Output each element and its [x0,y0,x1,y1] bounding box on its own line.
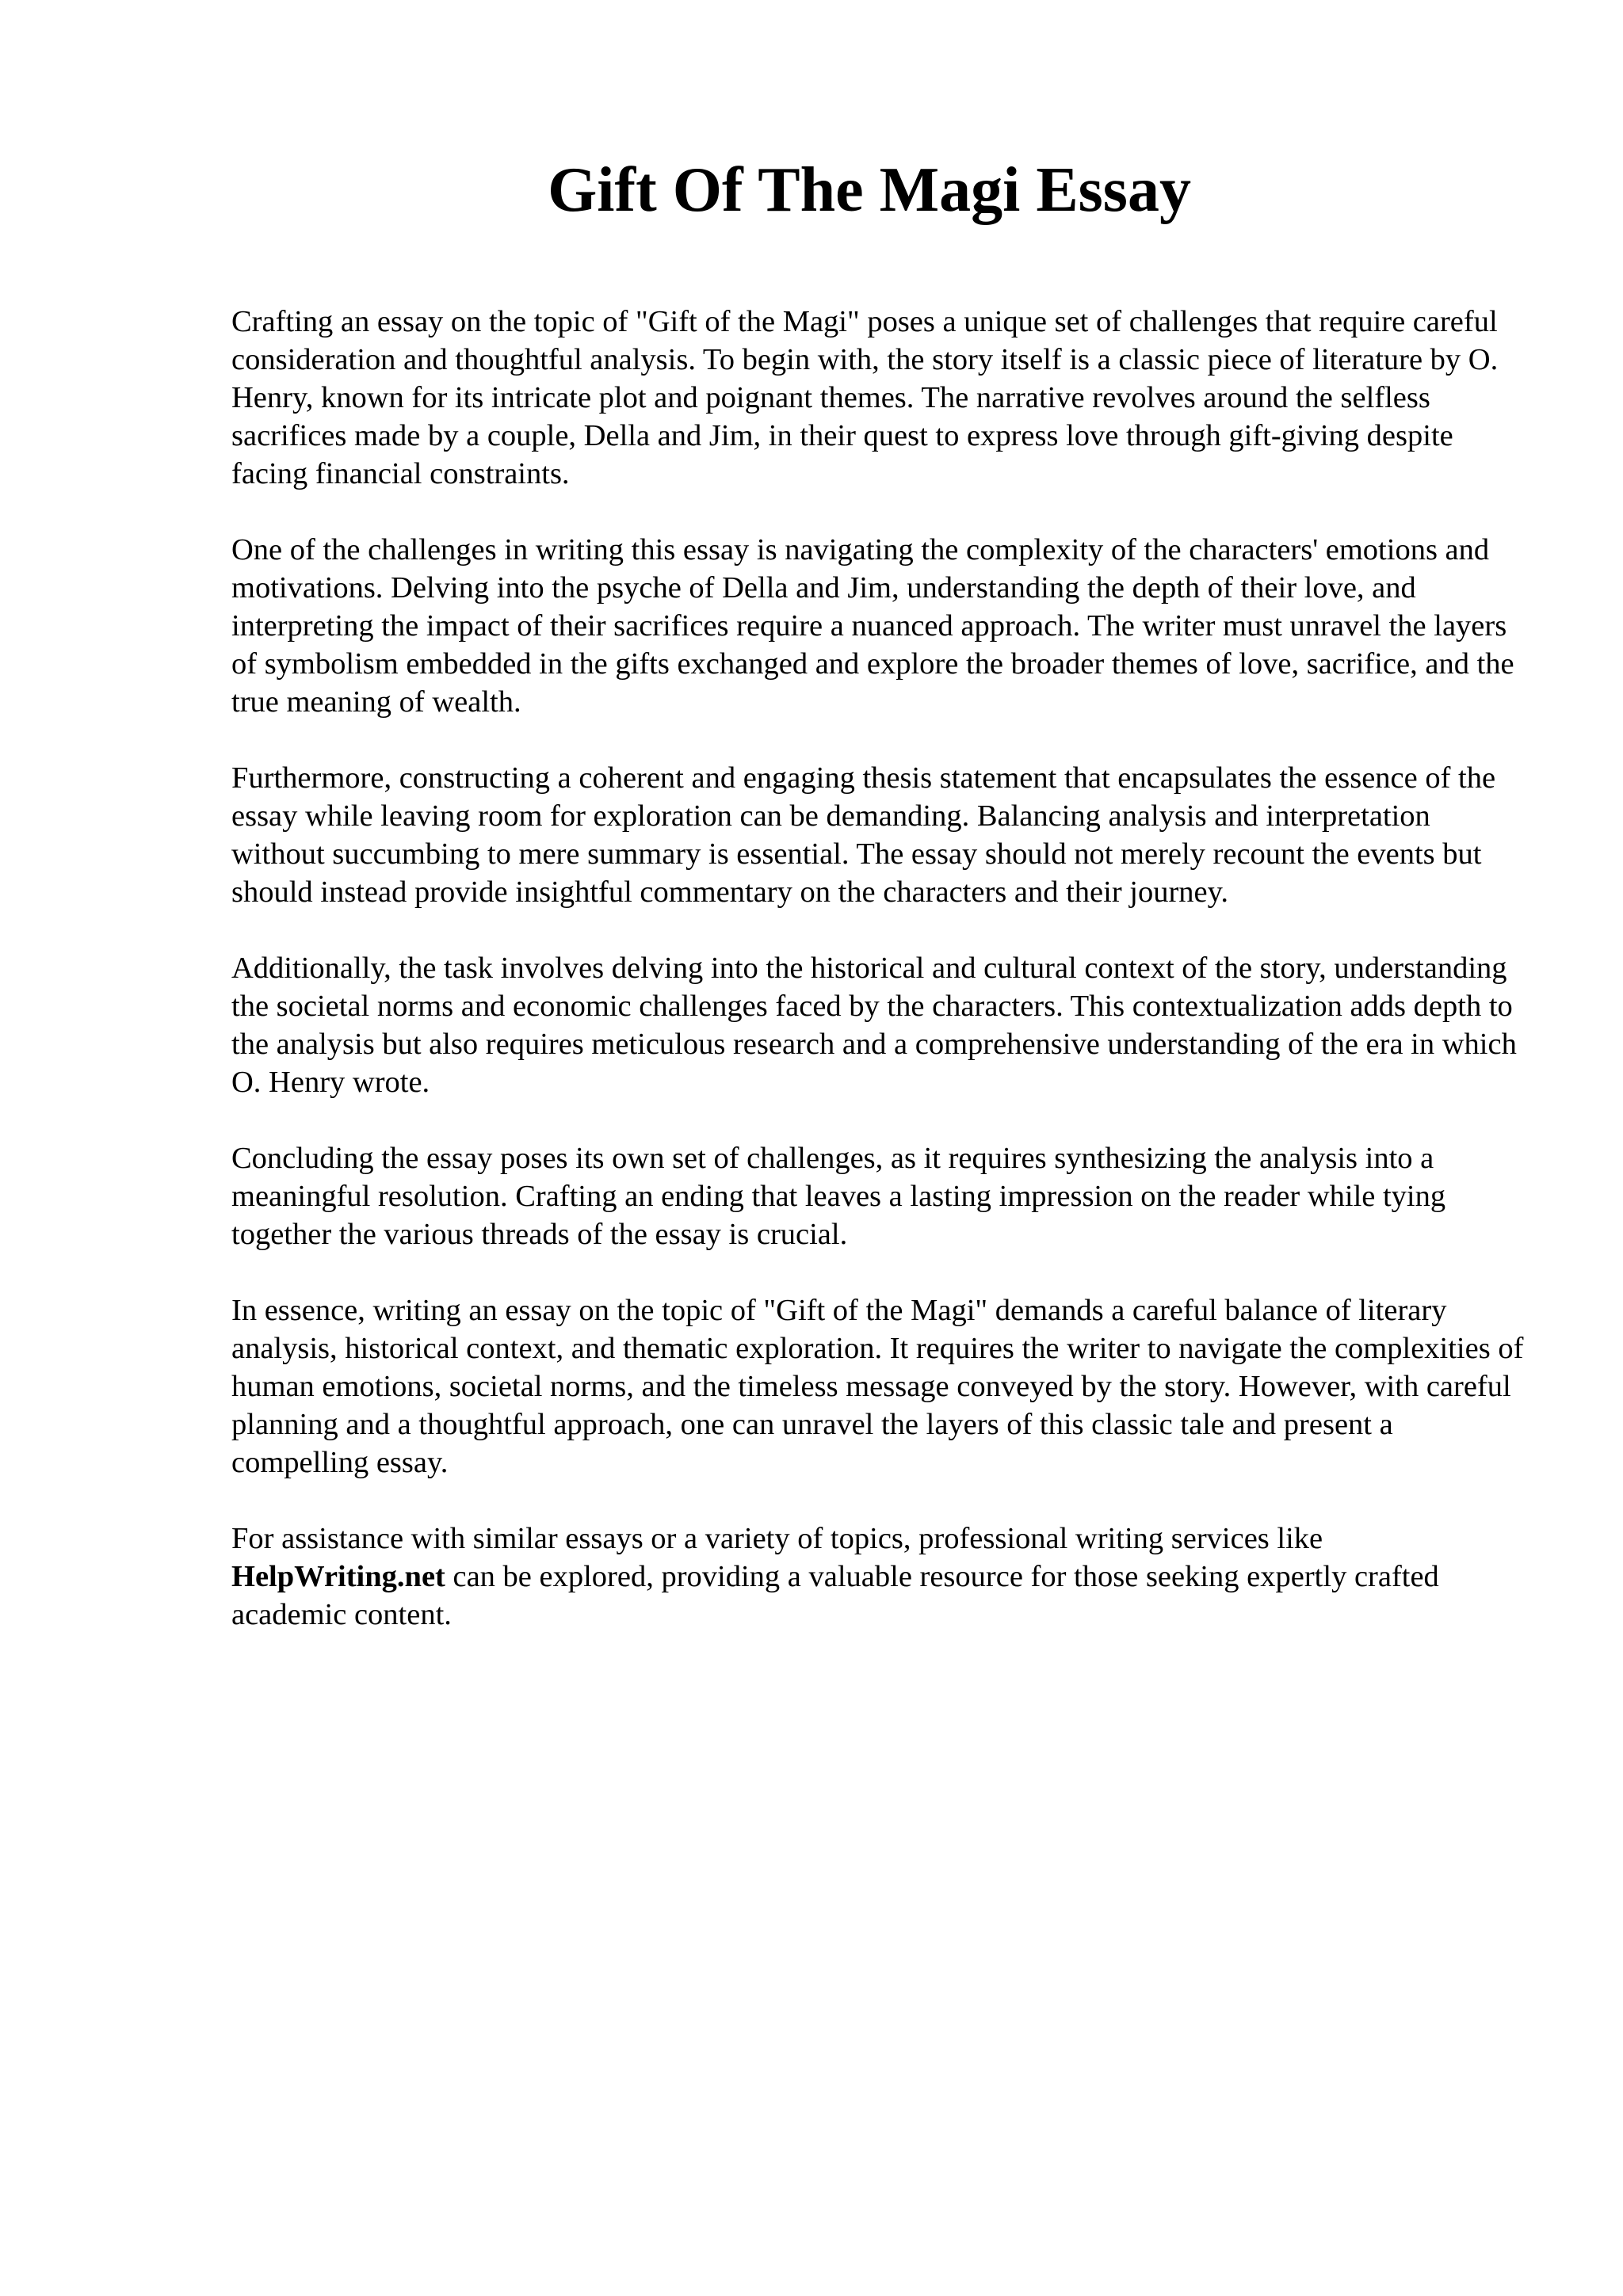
page-title: Gift Of The Magi Essay [548,155,1191,225]
paragraph-5: Concluding the essay poses its own set of challenges, as it requires synthesizing the analysis into a meaningful resolution. Crafting an ending that leaves a lasting impression on the reader while tying together the various threads of the essay is crucial. [231,1142,1446,1251]
brand-name: HelpWriting.net [231,1560,445,1593]
paragraph-1: Crafting an essay on the topic of "Gift of the Magi" poses a unique set of challenges that require careful consideration and thoughtful analysis. To begin with, the story itself is a classic piece of literature by O. Henry, known for its intricate plot and poignant themes. The narrative revolves around the selfless sacrifices made by a couple, Della and Jim, in their quest to express love through gift-giving despite facing financial constraints. [231,305,1499,490]
closing-text-before: For assistance with similar essays or a variety of topics, professional writing services like [231,1522,1323,1555]
paragraph-4: Additionally, the task involves delving into the historical and cultural context of the story, understanding the societal norms and economic challenges faced by the characters. This contextualization adds depth to the analysis but also requires meticulous research and a comprehensive understanding of the era in which O. Henry wrote. [231,952,1517,1099]
closing-text-after: can be explored, providing a valuable resource for those seeking expertly crafted academic content. [231,1560,1439,1631]
paragraph-3: Furthermore, constructing a coherent and engaging thesis statement that encapsulates the essence of the essay while leaving room for exploration can be demanding. Balancing analysis and interpretation without succumbing to mere summary is essential. The essay should not merely recount the events but should instead provide insightful commentary on the characters and their journey. [231,761,1496,909]
paragraph-6: In essence, writing an essay on the topic of "Gift of the Magi" demands a careful balance of literary analysis, historical context, and thematic exploration. It requires the writer to navigate the complexities of human emotions, societal norms, and the timeless message conveyed by the story. However, with careful planning and a thoughtful approach, one can unravel the layers of this classic tale and present a compelling essay. [231,1294,1524,1479]
closing-paragraph [231,1520,1531,1634]
paragraph-2: One of the challenges in writing this essay is navigating the complexity of the characters' emotions and motivations. Delving into the psyche of Della and Jim, understanding the depth of their love, and interpreting the impact of their sacrifices require a nuanced approach. The writer must unravel the layers of symbolism embedded in the gifts exchanged and explore the broader themes of love, sacrifice, and the true meaning of wealth. [231,533,1514,719]
essay-body [231,303,1531,1672]
